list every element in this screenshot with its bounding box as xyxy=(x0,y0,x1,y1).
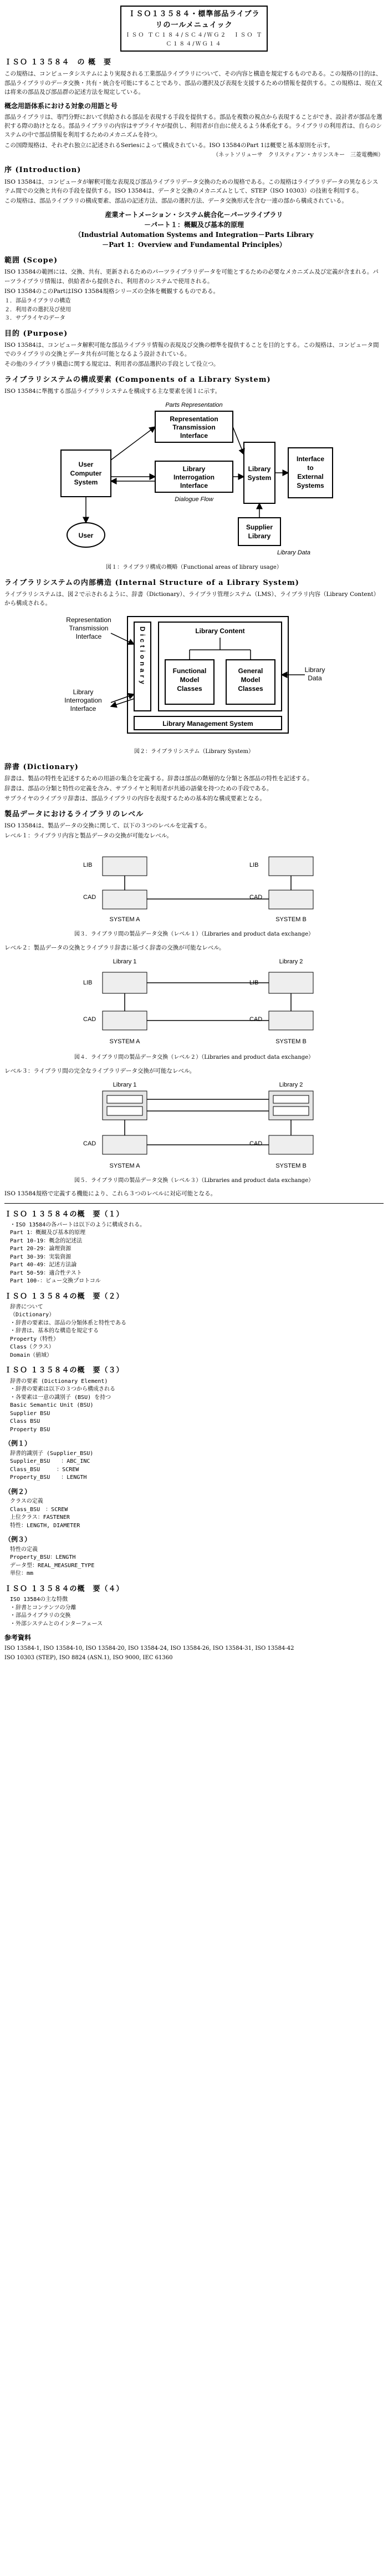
levels-intro: ISO 13584は、製品データの交換に関して、以下の３つのレベルを定義する。 xyxy=(4,822,211,829)
fig4-cad-box-b xyxy=(269,1011,313,1030)
fig3-system-a-label: SYSTEM A xyxy=(109,916,140,923)
overview-2-body: 辞書について （Dictionary） ・辞書の要素は、部品の分類体系と特性である ・辞書は、基本的な構造を規定する Property（特性） Class（クラス） Domain（値域） xyxy=(10,1304,126,1358)
fig5-library2-label: Library 2 xyxy=(279,1081,303,1088)
standard-title xyxy=(4,210,384,250)
intro-heading: 序 (Introduction) xyxy=(4,166,81,175)
level-2-text: レベル２：製品データの交換とライブラリ辞書に基づく辞書の交換が可能なレベル。 xyxy=(4,944,225,951)
standard-title-line-1: 産業オートメーション・システム統合化－パーツライブラリ xyxy=(105,211,283,219)
purpose-para-1: ISO 13584は、コンピュータ解釈可能な部品ライブラリ情報の表現及び交換の標準を提供することを目的とする。この規格は、コンピュータ間でのライブラリの交換とデータ共有が可能となるよう設計されている。 xyxy=(4,341,379,358)
figure-4-caption: 図４．ライブラリ間の製品データ交換（レベル２）（Libraries and product data exchange） xyxy=(74,1054,314,1061)
document-subtitle: ＩＳＯ ＴＣ１８４/ＳＣ４/ＷＧ２ ＩＳＯ ＴＣ１８４/ＷＧ１４ xyxy=(125,32,263,47)
overview-subheading: 概念用語体系における対象の用語と号 xyxy=(4,102,118,110)
example-2-heading: （例２） xyxy=(4,1487,32,1496)
fig1-ext-line2: to xyxy=(307,464,314,472)
fig1-rti-line3: Interface xyxy=(180,432,208,440)
fig5-system-a-label: SYSTEM A xyxy=(109,1162,140,1169)
fig4-cad-box-a xyxy=(103,1011,147,1030)
fig2-rti-line1: Representation xyxy=(66,616,111,624)
example-1-body: 辞書的識別子 (Supplier_BSU) Supplier_BSU ：ABC_INC Class_BSU ：SCREW Property_BSU ：LENGTH xyxy=(10,1450,94,1481)
fig3-cad-label-b: CAD xyxy=(249,894,263,901)
figure-5-level3-diagram xyxy=(50,1079,338,1173)
fig3-lib-label-b: LIB xyxy=(249,862,259,869)
overview-4-heading: ＩＳＯ １３５８４の概 要（４） xyxy=(4,1584,124,1593)
dictionary-para-2: 辞書は、部品の分類と特性の定義を含み、サプライヤと利用者が共通の語彙を持つための手段である。 xyxy=(4,785,273,792)
fig5-system-b-label: SYSTEM B xyxy=(275,1162,307,1169)
figure-4-level2-diagram xyxy=(50,956,338,1050)
reference-1: ISO 13584-1, ISO 13584-10, ISO 13584-20, ISO 13584-24, ISO 13584-26, ISO 13584-31, ISO 13584-42 xyxy=(4,1645,294,1651)
example-3-heading: （例３） xyxy=(4,1536,32,1544)
fig1-ext-line1: Interface xyxy=(296,455,325,463)
standard-title-line-2: －パート１：概観及び基本的原理 xyxy=(144,221,244,229)
standard-title-line-4: －Part 1：Overview and Fundamental Principles） xyxy=(102,241,286,249)
scope-para-1: ISO 13584の範囲には、交換、共有、更新されるためのパーツライブラリデータを可能とするための必要なメカニズム及び定義が含まれる。パーツライブラリ情報は、供給者から提供され、利用者のシステムで使用される。 xyxy=(4,269,379,285)
fig2-gm-line3: Classes xyxy=(238,685,263,693)
document-title: ＩＳＯ１３５８４・標準部品ライブラリの一ルメニュイック xyxy=(128,10,260,30)
figure-2-caption: 図２：ライブラリシステム（Library System） xyxy=(134,749,254,755)
overview-1-heading: ＩＳＯ １３５８４の概 要（１） xyxy=(4,1210,124,1219)
fig1-supplier-library-box xyxy=(238,518,280,545)
overview-para-2: 部品ライブラリは、専門分野において供給される部品を表現する手段を提供する。部品を複数の視点から表現することができ、設計者が部品を選択する際の助けとなる。部品ライブラリの内容はサプライヤが提供し、利用者が自由に使えるよう体系化する。ライブラリの利用者は、自らのシステムの中で部品情報を利用するためのメカニズムを持つ。 xyxy=(4,113,382,139)
example-2-body: クラスの定義 Class_BSU ：SCREW 上位クラス：FASTENER 特性：LENGTH, DIAMETER xyxy=(10,1498,80,1529)
fig1-parts-representation-label: Parts Representation xyxy=(165,402,223,409)
dictionary-para-1: 辞書は、製品の特性を記述するための用語の集合を定義する。辞書は部品の階層的な分類と各部品の特性を記述する。 xyxy=(4,775,313,782)
components-para-1: ISO 13584に準拠する部品ライブラリシステムを構成する主な要素を図１に示す。 xyxy=(4,387,221,395)
fig5-content-a xyxy=(107,1107,142,1115)
fig5-dict-b xyxy=(273,1095,309,1103)
figure-3-caption: 図３．ライブラリ間の製品データ交換（レベル１）（Libraries and product data exchange） xyxy=(74,931,314,938)
fig1-dialogue-flow-label: Dialogue Flow xyxy=(175,496,213,503)
components-heading: ライブラリシステムの構成要素 (Components of a Library System) xyxy=(4,375,271,384)
fig2-gm-line1: General xyxy=(238,667,263,675)
fig1-user-label: User xyxy=(78,532,94,540)
fig1-lii-line3: Interface xyxy=(180,482,208,490)
fig1-ls-line1: Library xyxy=(248,465,271,473)
fig3-cad-box-a xyxy=(103,890,147,909)
fig5-cad-box-b xyxy=(269,1135,313,1154)
fig5-cad-box-a xyxy=(103,1135,147,1154)
level-1-text: レベル１：ライブラリ内容と製品データの交換が可能なレベル。 xyxy=(4,832,173,840)
fig1-ext-line4: Systems xyxy=(297,482,324,490)
fig1-rti-line2: Transmission xyxy=(172,423,216,432)
figure-1-library-usage-diagram xyxy=(50,399,338,560)
fig1-ucs-line1: User xyxy=(78,461,94,469)
fig1-ext-line3: External xyxy=(297,473,324,481)
overview-3-body: 辞書の要素 (Dictionary Element) ・辞書の要素は以下の３つから構成される ・各要素は一意の識別子 (BSU) を持つ Basic Semantic Unit (BSU) Supplier BSU Class BSU Property BSU xyxy=(10,1378,115,1433)
fig3-lib-box-b xyxy=(269,857,313,876)
purpose-heading: 目的 (Purpose) xyxy=(4,329,68,338)
fig3-lib-label-a: LIB xyxy=(83,862,93,869)
fig2-ld-line1: Library xyxy=(304,666,325,674)
fig4-lib-box-b xyxy=(269,972,313,993)
intro-para-2: この規格は、部品ライブラリの構成要素、部品の記述方法、部品の選択方法、データ交換形式を含む一連の部から構成されている。 xyxy=(4,198,348,205)
dictionary-heading: 辞書 (Dictionary) xyxy=(4,762,79,771)
fig1-rti-line1: Representation xyxy=(170,415,218,423)
reference-2: ISO 10303 (STEP), ISO 8824 (ASN.1), ISO 9000, IEC 61360 xyxy=(4,1655,173,1661)
fig2-library-content-label: Library Content xyxy=(195,627,245,635)
fig3-cad-box-b xyxy=(269,890,313,909)
overview-4-body: ISO 13584の主な特徴 ・辞書とコンテンツの分離 ・部品ライブラリの交換 ・外部システムとのインターフェース xyxy=(10,1597,103,1627)
fig4-cad-label-b: CAD xyxy=(249,1016,263,1023)
references-heading: 参考資料 xyxy=(4,1634,32,1642)
fig4-lib-label-b: LIB xyxy=(249,979,259,987)
overview-para-1: この規格は、コンピュータシステムにより実現される工業部品ライブラリについて、その内容と構造を規定するものである。この規格の目的は、部品ライブラリのデータ交換・共有・統合を可能にすることであり、部品の選択及び表現を支援するための情報を提供する。この規格は、現在又は将来の部品及び部品群の記述方法を規定している。 xyxy=(4,70,382,95)
fig5-cad-label-a: CAD xyxy=(83,1140,96,1147)
fig5-library1-label: Library 1 xyxy=(113,1081,137,1088)
fig1-ucs-line2: Computer xyxy=(70,469,102,478)
fig2-dictionary-label: Dictionary xyxy=(139,627,146,687)
fig3-system-b-label: SYSTEM B xyxy=(275,916,307,923)
levels-heading: 製品データにおけるライブラリのレベル xyxy=(4,810,144,819)
fig4-lib-box-a xyxy=(103,972,147,993)
fig2-fm-line2: Model xyxy=(180,676,200,684)
fig5-content-b xyxy=(273,1107,309,1115)
fig3-cad-label-a: CAD xyxy=(83,894,96,901)
level-3-text: レベル３：ライブラリ間の完全なライブラリデータ交換が可能なレベル。 xyxy=(4,1067,196,1074)
fig3-lib-box-a xyxy=(103,857,147,876)
figure-2-library-system-diagram xyxy=(50,611,338,744)
section-divider xyxy=(4,1203,384,1204)
figure-3-level1-diagram xyxy=(50,843,338,927)
figure-5-caption: 図５．ライブラリ間の製品データ交換（レベル３）（Libraries and product data exchange） xyxy=(74,1177,314,1184)
fig4-system-b-label: SYSTEM B xyxy=(275,1038,307,1045)
fig2-lii-line2: Interrogation xyxy=(64,696,102,705)
fig4-library2-label: Library 2 xyxy=(279,958,303,966)
fig2-lms-label: Library Management System xyxy=(162,720,253,728)
fig2-lii-line1: Library xyxy=(73,688,94,696)
fig2-rti-line3: Interface xyxy=(75,633,102,641)
fig4-library1-label: Library 1 xyxy=(113,958,137,966)
dictionary-para-3: サプライヤのライブラリ辞書は、部品ライブラリの内容を表現するための基本的な構成要素となる。 xyxy=(4,795,266,802)
figure-1-caption: 図１：ライブラリ構成の概略（Functional areas of library usage） xyxy=(106,564,282,571)
fig1-sl-line1: Supplier xyxy=(246,523,273,532)
fig2-gm-line2: Model xyxy=(241,676,261,684)
fig2-rti-line2: Transmission xyxy=(69,624,109,633)
fig1-ucs-line3: System xyxy=(74,478,98,487)
fig1-library-system-box xyxy=(244,442,275,503)
fig4-system-a-label: SYSTEM A xyxy=(109,1038,140,1045)
standard-title-line-3: （Industrial Automation Systems and Integration－Parts Library xyxy=(74,231,314,239)
fig1-lii-line2: Interrogation xyxy=(173,473,215,482)
fig4-lib-label-a: LIB xyxy=(83,979,93,987)
fig4-cad-label-a: CAD xyxy=(83,1016,96,1023)
fig2-ld-line2: Data xyxy=(308,674,322,683)
example-3-body: 特性の定義 Property_BSU：LENGTH データ型：REAL_MEASURE_TYPE 単位：mm xyxy=(10,1546,95,1577)
fig2-lii-line3: Interface xyxy=(70,705,96,713)
internal-structure-para-1: ライブラリシステムは、図２で示されるように、辞書（Dictionary）、ライブラリ管理システム（LMS）、ライブラリ内容（Library Content）から構成される。 xyxy=(4,590,380,607)
intro-para-1: ISO 13584は、コンピュータが解釈可能な表現及び部品ライブラリデータ交換のための規格である。この規格はライブラリデータの異なるシステム間での交換と共有の手段を提供する。ISO 13584は、データと交換のメカニズムとして、STEP（ISO 10303）の技術を利用する。 xyxy=(4,178,379,194)
scope-para-2: ISO 13584のこのPartはISO 13584規格シリーズの全体を概観するものである。 xyxy=(4,287,219,295)
purpose-para-2: その他のライブラリ構造に関する規定は、利用者の部品選択の手段として役立つ。 xyxy=(4,361,219,368)
document-title-box xyxy=(120,6,268,52)
example-1-heading: （例１） xyxy=(4,1439,32,1448)
overview-1-body: ・ISO 13584の各パートは以下のように構成される。 Part 1：概観及び基本的原理 Part 10-19：概念的記述法 Part 20-29：論理資源 Part 30-39：実装資源 Part 40-49：記述方法論 Part 50-59：適合性テスト Part 100-：ビュー交換プロトコル xyxy=(10,1221,146,1285)
fig1-lii-line1: Library xyxy=(182,465,206,473)
overview-para-3: この国際規格は、それぞれ独立に記述されるSeriesによって構成されている。ISO 13584のPart 1は概要と基本原則を示す。 xyxy=(4,142,334,149)
fig5-cad-label-b: CAD xyxy=(249,1140,263,1147)
overview-3-heading: ＩＳＯ １３５８４の概 要（３） xyxy=(4,1366,124,1375)
fig2-fm-line1: Functional xyxy=(172,667,207,675)
scope-heading: 範囲 (Scope) xyxy=(4,256,58,265)
references-section xyxy=(4,1633,384,1663)
overview-2-heading: ＩＳＯ １３５８４の概 要（２） xyxy=(4,1292,124,1301)
fig1-ls-line2: System xyxy=(247,474,272,482)
fig2-fm-line3: Classes xyxy=(177,685,202,693)
levels-tail: ISO 13584規格で定義する機能により、これら３つのレベルに対応可能となる。 xyxy=(4,1190,217,1198)
overview-signature: （ネットソリューサ クリスティアン・カリンスキー 三菱電機㈱） xyxy=(213,151,384,158)
scope-notes: １．部品ライブラリの構造 ２．利用者の選択及び使用 ３．サプライヤのデータ xyxy=(4,298,71,322)
overview-heading: ＩＳＯ １３５８４ の 概 要 xyxy=(4,58,112,67)
fig1-library-data-label: Library Data xyxy=(277,549,310,557)
internal-structure-heading: ライブラリシステムの内部構造 (Internal Structure of a Library System) xyxy=(4,578,299,587)
fig1-sl-line2: Library xyxy=(248,532,271,541)
fig5-dict-a xyxy=(107,1095,142,1103)
